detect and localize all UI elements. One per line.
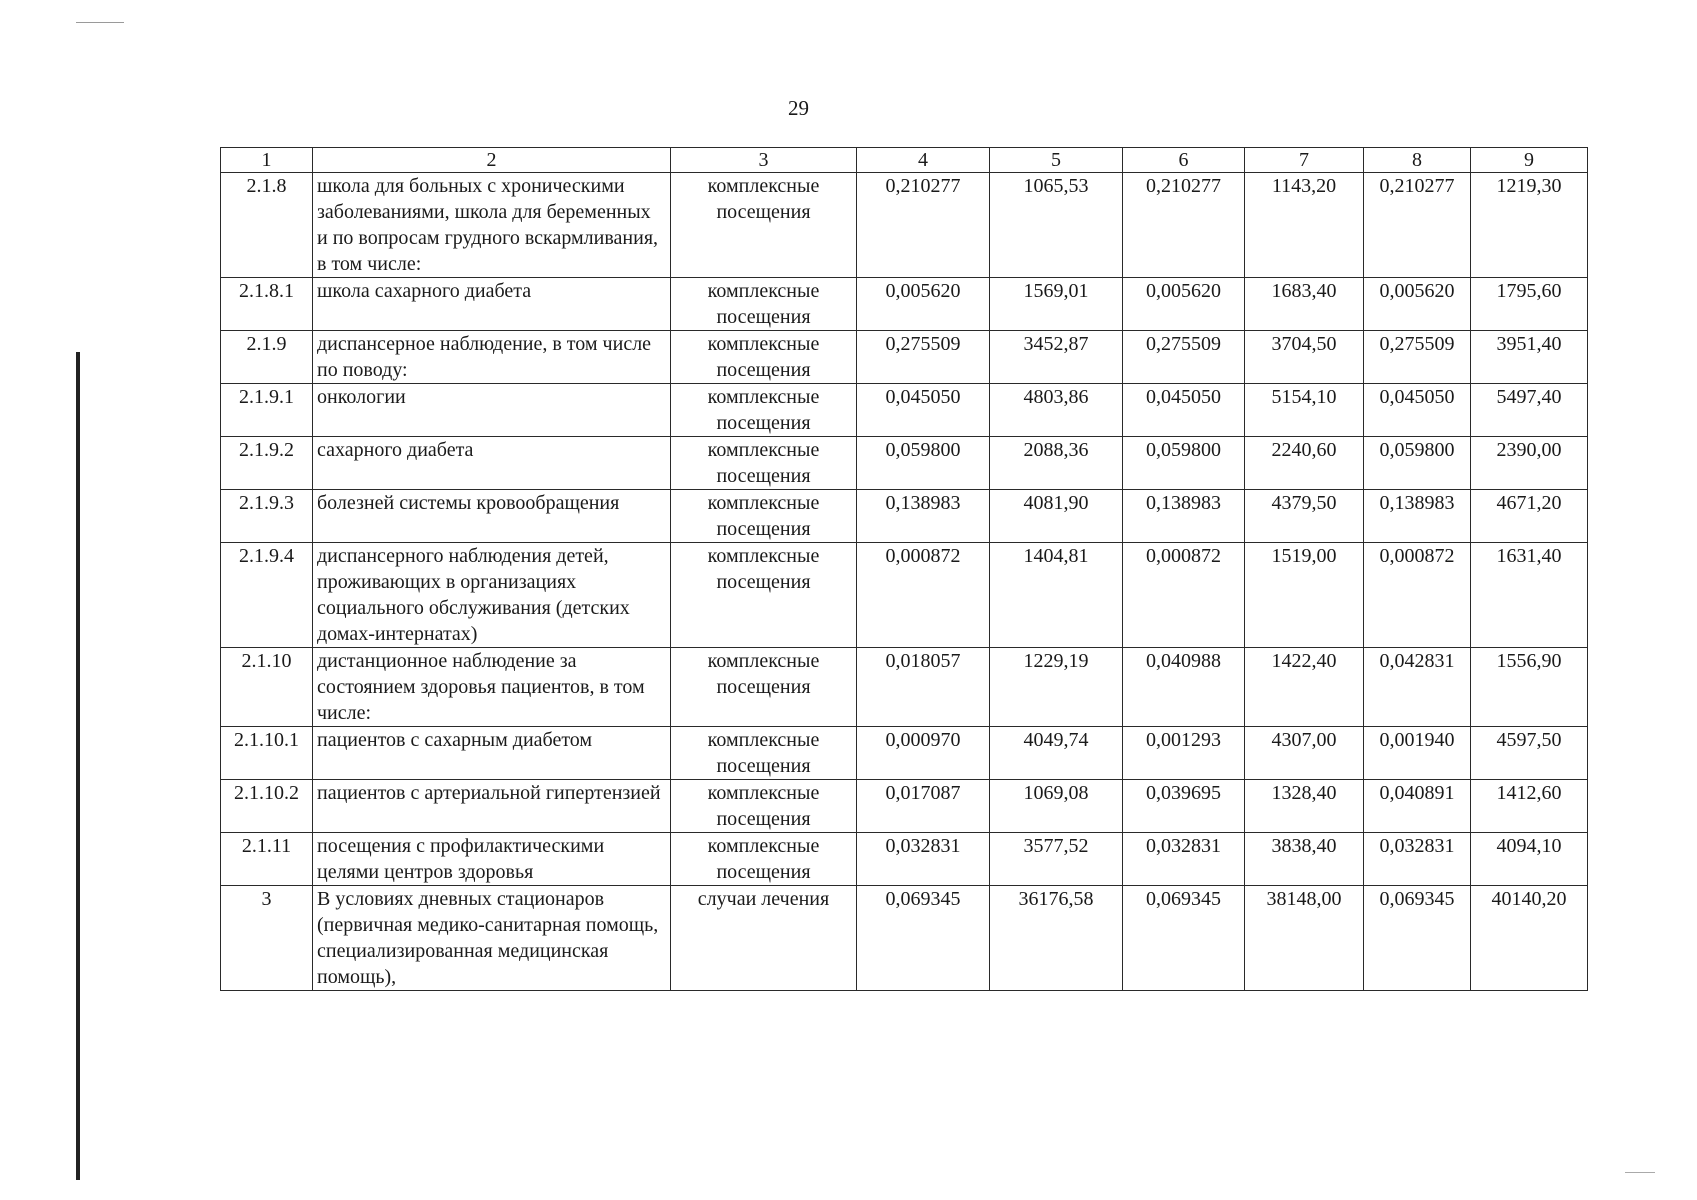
header-row xyxy=(221,148,1588,173)
value-col-4: 0,210277 xyxy=(857,173,990,278)
table-row xyxy=(221,278,1588,331)
row-unit: комплексные посещения xyxy=(671,833,857,886)
value-col-9: 4094,10 xyxy=(1471,833,1588,886)
value-col-6: 0,005620 xyxy=(1123,278,1245,331)
value-col-7: 1519,00 xyxy=(1245,543,1364,648)
value-col-4: 0,017087 xyxy=(857,780,990,833)
column-header: 2 xyxy=(313,148,671,173)
value-col-4: 0,005620 xyxy=(857,278,990,331)
value-col-5: 4049,74 xyxy=(990,727,1123,780)
row-name: дистанционное наблюдение за состоянием здоровья пациентов, в том числе: xyxy=(313,648,671,727)
value-col-6: 0,001293 xyxy=(1123,727,1245,780)
row-number: 2.1.10.2 xyxy=(221,780,313,833)
value-col-8: 0,138983 xyxy=(1364,490,1471,543)
row-unit: комплексные посещения xyxy=(671,331,857,384)
row-unit: комплексные посещения xyxy=(671,173,857,278)
tariff-table xyxy=(220,147,1588,991)
row-name: пациентов с артериальной гипертензией xyxy=(313,780,671,833)
value-col-8: 0,210277 xyxy=(1364,173,1471,278)
scan-artifact-top xyxy=(76,22,124,23)
row-unit: комплексные посещения xyxy=(671,648,857,727)
value-col-9: 40140,20 xyxy=(1471,886,1588,991)
row-number: 2.1.10 xyxy=(221,648,313,727)
value-col-7: 2240,60 xyxy=(1245,437,1364,490)
value-col-6: 0,059800 xyxy=(1123,437,1245,490)
row-number: 2.1.9.1 xyxy=(221,384,313,437)
value-col-7: 3838,40 xyxy=(1245,833,1364,886)
value-col-6: 0,032831 xyxy=(1123,833,1245,886)
value-col-8: 0,045050 xyxy=(1364,384,1471,437)
value-col-4: 0,032831 xyxy=(857,833,990,886)
value-col-8: 0,005620 xyxy=(1364,278,1471,331)
value-col-4: 0,059800 xyxy=(857,437,990,490)
row-unit: комплексные посещения xyxy=(671,278,857,331)
row-name: диспансерного наблюдения детей, проживающих в организациях социального обслуживания (детских домах-интернатах) xyxy=(313,543,671,648)
value-col-6: 0,069345 xyxy=(1123,886,1245,991)
value-col-7: 1143,20 xyxy=(1245,173,1364,278)
row-name: диспансерное наблюдение, в том числе по поводу: xyxy=(313,331,671,384)
value-col-9: 1556,90 xyxy=(1471,648,1588,727)
value-col-9: 2390,00 xyxy=(1471,437,1588,490)
value-col-9: 4597,50 xyxy=(1471,727,1588,780)
value-col-8: 0,032831 xyxy=(1364,833,1471,886)
value-col-5: 1404,81 xyxy=(990,543,1123,648)
table-row xyxy=(221,886,1588,991)
value-col-4: 0,069345 xyxy=(857,886,990,991)
row-name: В условиях дневных стационаров (первичная медико-санитарная помощь, специализированная медицинская помощь), xyxy=(313,886,671,991)
value-col-9: 1219,30 xyxy=(1471,173,1588,278)
value-col-5: 36176,58 xyxy=(990,886,1123,991)
value-col-4: 0,275509 xyxy=(857,331,990,384)
table-row xyxy=(221,648,1588,727)
table-row xyxy=(221,833,1588,886)
value-col-5: 1069,08 xyxy=(990,780,1123,833)
scan-artifact-left-bar xyxy=(76,352,80,1180)
value-col-4: 0,138983 xyxy=(857,490,990,543)
row-number: 2.1.9 xyxy=(221,331,313,384)
table-row xyxy=(221,780,1588,833)
table-row xyxy=(221,727,1588,780)
row-unit: случаи лечения xyxy=(671,886,857,991)
value-col-7: 1683,40 xyxy=(1245,278,1364,331)
value-col-8: 0,001940 xyxy=(1364,727,1471,780)
value-col-6: 0,045050 xyxy=(1123,384,1245,437)
scan-artifact-bottom-right xyxy=(1625,1172,1655,1173)
value-col-8: 0,040891 xyxy=(1364,780,1471,833)
value-col-6: 0,210277 xyxy=(1123,173,1245,278)
value-col-6: 0,138983 xyxy=(1123,490,1245,543)
row-name: онкологии xyxy=(313,384,671,437)
row-unit: комплексные посещения xyxy=(671,384,857,437)
value-col-5: 4803,86 xyxy=(990,384,1123,437)
value-col-8: 0,000872 xyxy=(1364,543,1471,648)
row-number: 2.1.9.4 xyxy=(221,543,313,648)
row-unit: комплексные посещения xyxy=(671,780,857,833)
table-row xyxy=(221,173,1588,278)
table-row xyxy=(221,543,1588,648)
value-col-7: 3704,50 xyxy=(1245,331,1364,384)
row-name: пациентов с сахарным диабетом xyxy=(313,727,671,780)
value-col-7: 4307,00 xyxy=(1245,727,1364,780)
value-col-9: 3951,40 xyxy=(1471,331,1588,384)
value-col-6: 0,000872 xyxy=(1123,543,1245,648)
value-col-5: 3577,52 xyxy=(990,833,1123,886)
table-row xyxy=(221,437,1588,490)
row-number: 2.1.8 xyxy=(221,173,313,278)
row-number: 2.1.9.2 xyxy=(221,437,313,490)
table-row xyxy=(221,331,1588,384)
value-col-5: 3452,87 xyxy=(990,331,1123,384)
value-col-5: 2088,36 xyxy=(990,437,1123,490)
row-number: 2.1.10.1 xyxy=(221,727,313,780)
row-name: школа сахарного диабета xyxy=(313,278,671,331)
value-col-7: 1328,40 xyxy=(1245,780,1364,833)
value-col-5: 1569,01 xyxy=(990,278,1123,331)
column-header: 4 xyxy=(857,148,990,173)
row-name: болезней системы кровообращения xyxy=(313,490,671,543)
value-col-5: 4081,90 xyxy=(990,490,1123,543)
row-number: 2.1.8.1 xyxy=(221,278,313,331)
column-header: 8 xyxy=(1364,148,1471,173)
value-col-6: 0,275509 xyxy=(1123,331,1245,384)
table-row xyxy=(221,490,1588,543)
value-col-4: 0,045050 xyxy=(857,384,990,437)
row-unit: комплексные посещения xyxy=(671,727,857,780)
row-number: 2.1.9.3 xyxy=(221,490,313,543)
value-col-7: 5154,10 xyxy=(1245,384,1364,437)
row-name: сахарного диабета xyxy=(313,437,671,490)
value-col-8: 0,059800 xyxy=(1364,437,1471,490)
value-col-8: 0,042831 xyxy=(1364,648,1471,727)
value-col-4: 0,018057 xyxy=(857,648,990,727)
value-col-7: 38148,00 xyxy=(1245,886,1364,991)
column-header: 5 xyxy=(990,148,1123,173)
column-header: 3 xyxy=(671,148,857,173)
value-col-7: 1422,40 xyxy=(1245,648,1364,727)
page-number-text: 29 xyxy=(788,96,809,120)
value-col-9: 5497,40 xyxy=(1471,384,1588,437)
column-header: 7 xyxy=(1245,148,1364,173)
value-col-9: 4671,20 xyxy=(1471,490,1588,543)
table-row xyxy=(221,384,1588,437)
table-body xyxy=(221,173,1588,991)
value-col-8: 0,275509 xyxy=(1364,331,1471,384)
column-header: 1 xyxy=(221,148,313,173)
page-number xyxy=(0,96,1697,121)
value-col-9: 1795,60 xyxy=(1471,278,1588,331)
row-unit: комплексные посещения xyxy=(671,543,857,648)
value-col-9: 1631,40 xyxy=(1471,543,1588,648)
value-col-4: 0,000872 xyxy=(857,543,990,648)
row-name: посещения с профилактическими целями центров здоровья xyxy=(313,833,671,886)
value-col-6: 0,039695 xyxy=(1123,780,1245,833)
row-name: школа для больных с хроническими заболеваниями, школа для беременных и по вопросам грудного вскармливания, в том числе: xyxy=(313,173,671,278)
value-col-8: 0,069345 xyxy=(1364,886,1471,991)
row-number: 3 xyxy=(221,886,313,991)
row-unit: комплексные посещения xyxy=(671,437,857,490)
value-col-9: 1412,60 xyxy=(1471,780,1588,833)
value-col-6: 0,040988 xyxy=(1123,648,1245,727)
value-col-7: 4379,50 xyxy=(1245,490,1364,543)
value-col-5: 1065,53 xyxy=(990,173,1123,278)
value-col-4: 0,000970 xyxy=(857,727,990,780)
value-col-5: 1229,19 xyxy=(990,648,1123,727)
column-header: 9 xyxy=(1471,148,1588,173)
row-number: 2.1.11 xyxy=(221,833,313,886)
row-unit: комплексные посещения xyxy=(671,490,857,543)
column-header: 6 xyxy=(1123,148,1245,173)
